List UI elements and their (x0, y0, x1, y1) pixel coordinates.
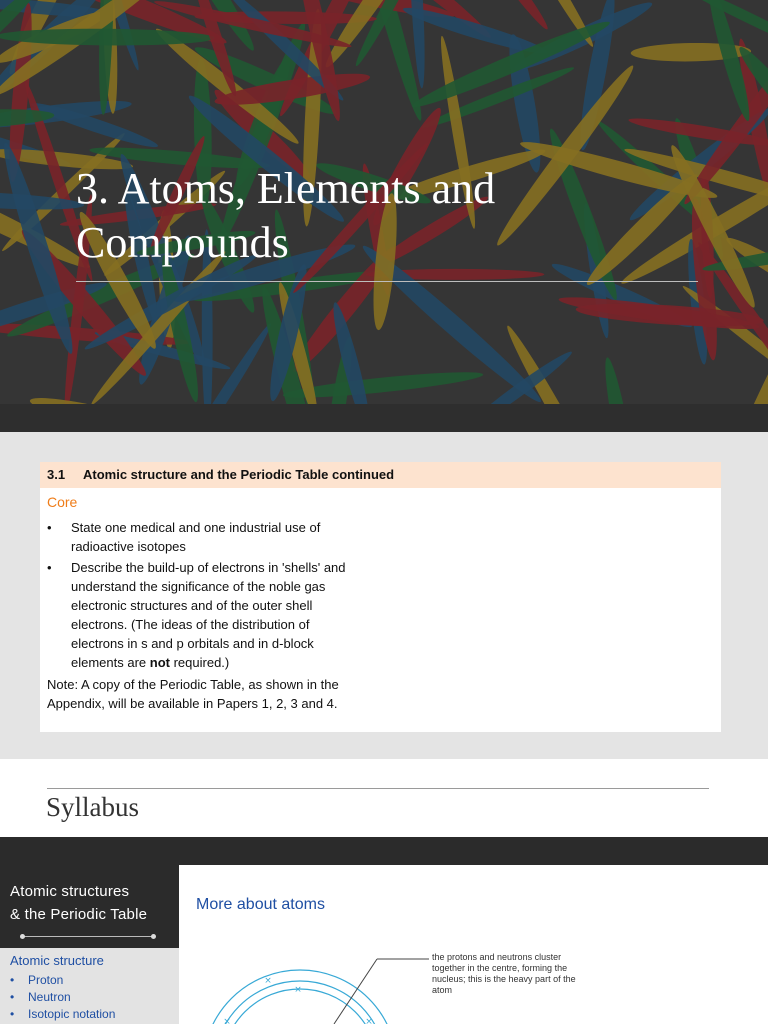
title-rule (76, 281, 698, 282)
slide-footer-band (0, 404, 768, 432)
sidebar-item-isotopic-notation[interactable] (10, 1006, 115, 1023)
bullet-marker: • (10, 990, 15, 1004)
section-heading: More about atoms (196, 896, 325, 913)
slide-title-line-2: Compounds (76, 218, 289, 267)
sidebar-item-proton[interactable] (10, 972, 115, 989)
electron-marker: × (294, 985, 302, 995)
sidebar-item-neutron[interactable] (10, 989, 115, 1006)
electron-marker: × (365, 1017, 373, 1024)
title-slide (0, 0, 768, 432)
objective-text: State one medical and one industrial use of radioactive isotopes (71, 520, 321, 554)
electron-marker: × (264, 976, 272, 986)
core-label: Core (47, 494, 78, 510)
slide-top-bar (0, 837, 768, 865)
sidebar-item-label: Neutron (28, 990, 71, 1004)
topic-sidebar-list (0, 948, 179, 1024)
sidebar-items (10, 972, 115, 1023)
slide-title (76, 162, 696, 270)
topic-sidebar-header (0, 865, 179, 948)
heading-rule (47, 788, 709, 789)
sidebar-title-line-1: Atomic structures (10, 883, 130, 900)
bullet-marker: • (47, 560, 52, 575)
objective-text: Describe the build-up of electrons in 'shells' and understand the significance of the noble gas electronic structures and of the outer shell electrons. (The ideas of the distribution of electrons in s and p orbitals and in d-block elements are (71, 560, 346, 670)
objective-list (40, 518, 350, 672)
sidebar-divider (22, 936, 153, 937)
section-title: Atomic structure and the Periodic Table continued (83, 467, 395, 482)
bullet-marker: • (10, 973, 15, 987)
objective-text-end: required.) (169, 655, 230, 670)
section-number: 3.1 (47, 467, 66, 482)
syllabus-heading-slide (0, 759, 768, 837)
slide-title-line-1: 3. Atoms, Elements and (76, 164, 496, 213)
periodic-table-note: Note: A copy of the Periodic Table, as shown in the Appendix, will be available in Papers 1, 2, 3 and 4. (47, 677, 339, 711)
syllabus-excerpt-slide (0, 432, 768, 759)
sidebar-title (10, 880, 147, 926)
electron-marker: × (223, 1017, 231, 1024)
sidebar-group-label: Atomic structure (10, 953, 104, 968)
divider-dot-left (20, 934, 25, 939)
sidebar-item-label: Isotopic notation (28, 1007, 116, 1021)
objective-item (40, 518, 350, 556)
bullet-marker: • (10, 1007, 15, 1021)
objective-item (40, 558, 350, 672)
section-header (40, 462, 721, 488)
syllabus-heading: Syllabus (46, 792, 140, 822)
objective-emphasis: not (149, 655, 170, 670)
sidebar-item-label: Proton (28, 973, 64, 987)
divider-dot-right (151, 934, 156, 939)
bullet-marker: • (47, 520, 52, 535)
syllabus-card (40, 462, 721, 732)
more-about-atoms-slide (0, 837, 768, 1024)
electron-shell-outer (203, 970, 397, 1024)
nucleus-callout: the protons and neutrons cluster together in the centre, forming the nucleus; this is the heavy part of the atom (432, 952, 576, 995)
sidebar-title-line-2: & the Periodic Table (10, 906, 148, 923)
atom-shell-diagram (196, 942, 436, 1024)
